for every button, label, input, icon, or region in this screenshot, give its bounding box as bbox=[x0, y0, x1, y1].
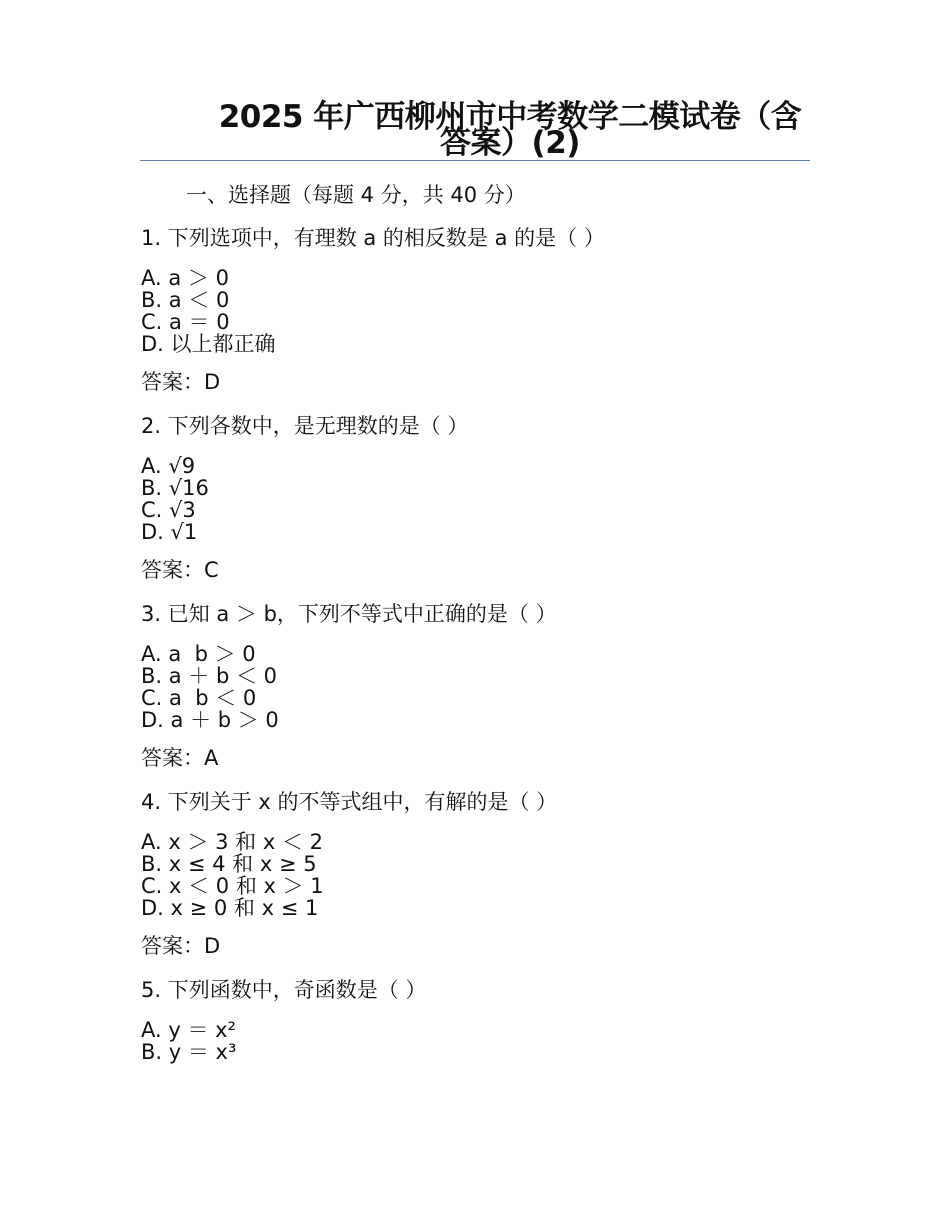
option-d: D. a ＋ b ＞ 0 bbox=[141, 708, 279, 732]
option-b: B. √16 bbox=[141, 476, 209, 500]
question-stem: 5. 下列函数中，奇函数是（ ） bbox=[141, 978, 427, 1002]
title-underline bbox=[140, 160, 810, 161]
page-title: 2025 年广西柳州市中考数学二模试卷（含答案）(2) bbox=[218, 99, 802, 161]
question-4 bbox=[141, 787, 801, 961]
option-d: D. 以上都正确 bbox=[141, 332, 276, 356]
option-list bbox=[141, 831, 801, 919]
answer-text: 答案：C bbox=[141, 558, 219, 582]
option-d: D. x ≥ 0 和 x ≤ 1 bbox=[141, 896, 319, 920]
option-c: C. a ＝ 0 bbox=[141, 310, 230, 334]
option-list bbox=[141, 643, 801, 731]
option-a: A. x ＞ 3 和 x ＜ 2 bbox=[141, 830, 323, 854]
option-b: B. y ＝ x³ bbox=[141, 1040, 237, 1064]
option-b: B. x ≤ 4 和 x ≥ 5 bbox=[141, 852, 317, 876]
section-heading: 一、选择题（每题 4 分，共 40 分） bbox=[186, 183, 526, 207]
option-a: A. a ＞ 0 bbox=[141, 266, 229, 290]
answer-text: 答案：D bbox=[141, 934, 221, 958]
option-list bbox=[141, 455, 801, 543]
title-block bbox=[140, 99, 810, 161]
question-stem: 2. 下列各数中，是无理数的是（ ） bbox=[141, 414, 469, 438]
option-a: A. y ＝ x² bbox=[141, 1018, 236, 1042]
option-list bbox=[141, 1019, 801, 1063]
question-list bbox=[141, 223, 801, 1063]
option-b: B. a ＋ b ＜ 0 bbox=[141, 664, 278, 688]
option-c: C. a b ＜ 0 bbox=[141, 686, 257, 710]
question-2 bbox=[141, 411, 801, 585]
question-1 bbox=[141, 223, 801, 397]
question-stem: 4. 下列关于 x 的不等式组中，有解的是（ ） bbox=[141, 790, 558, 814]
question-3 bbox=[141, 599, 801, 773]
answer-text: 答案：D bbox=[141, 370, 221, 394]
question-stem: 3. 已知 a ＞ b，下列不等式中正确的是（ ） bbox=[141, 602, 557, 626]
option-a: A. √9 bbox=[141, 454, 196, 478]
answer-text: 答案：A bbox=[141, 746, 219, 770]
question-stem: 1. 下列选项中，有理数 a 的相反数是 a 的是（ ） bbox=[141, 226, 605, 250]
option-a: A. a b ＞ 0 bbox=[141, 642, 256, 666]
option-c: C. √3 bbox=[141, 498, 196, 522]
option-list bbox=[141, 267, 801, 355]
question-5 bbox=[141, 975, 801, 1063]
option-b: B. a ＜ 0 bbox=[141, 288, 230, 312]
option-c: C. x ＜ 0 和 x ＞ 1 bbox=[141, 874, 324, 898]
option-d: D. √1 bbox=[141, 520, 198, 544]
